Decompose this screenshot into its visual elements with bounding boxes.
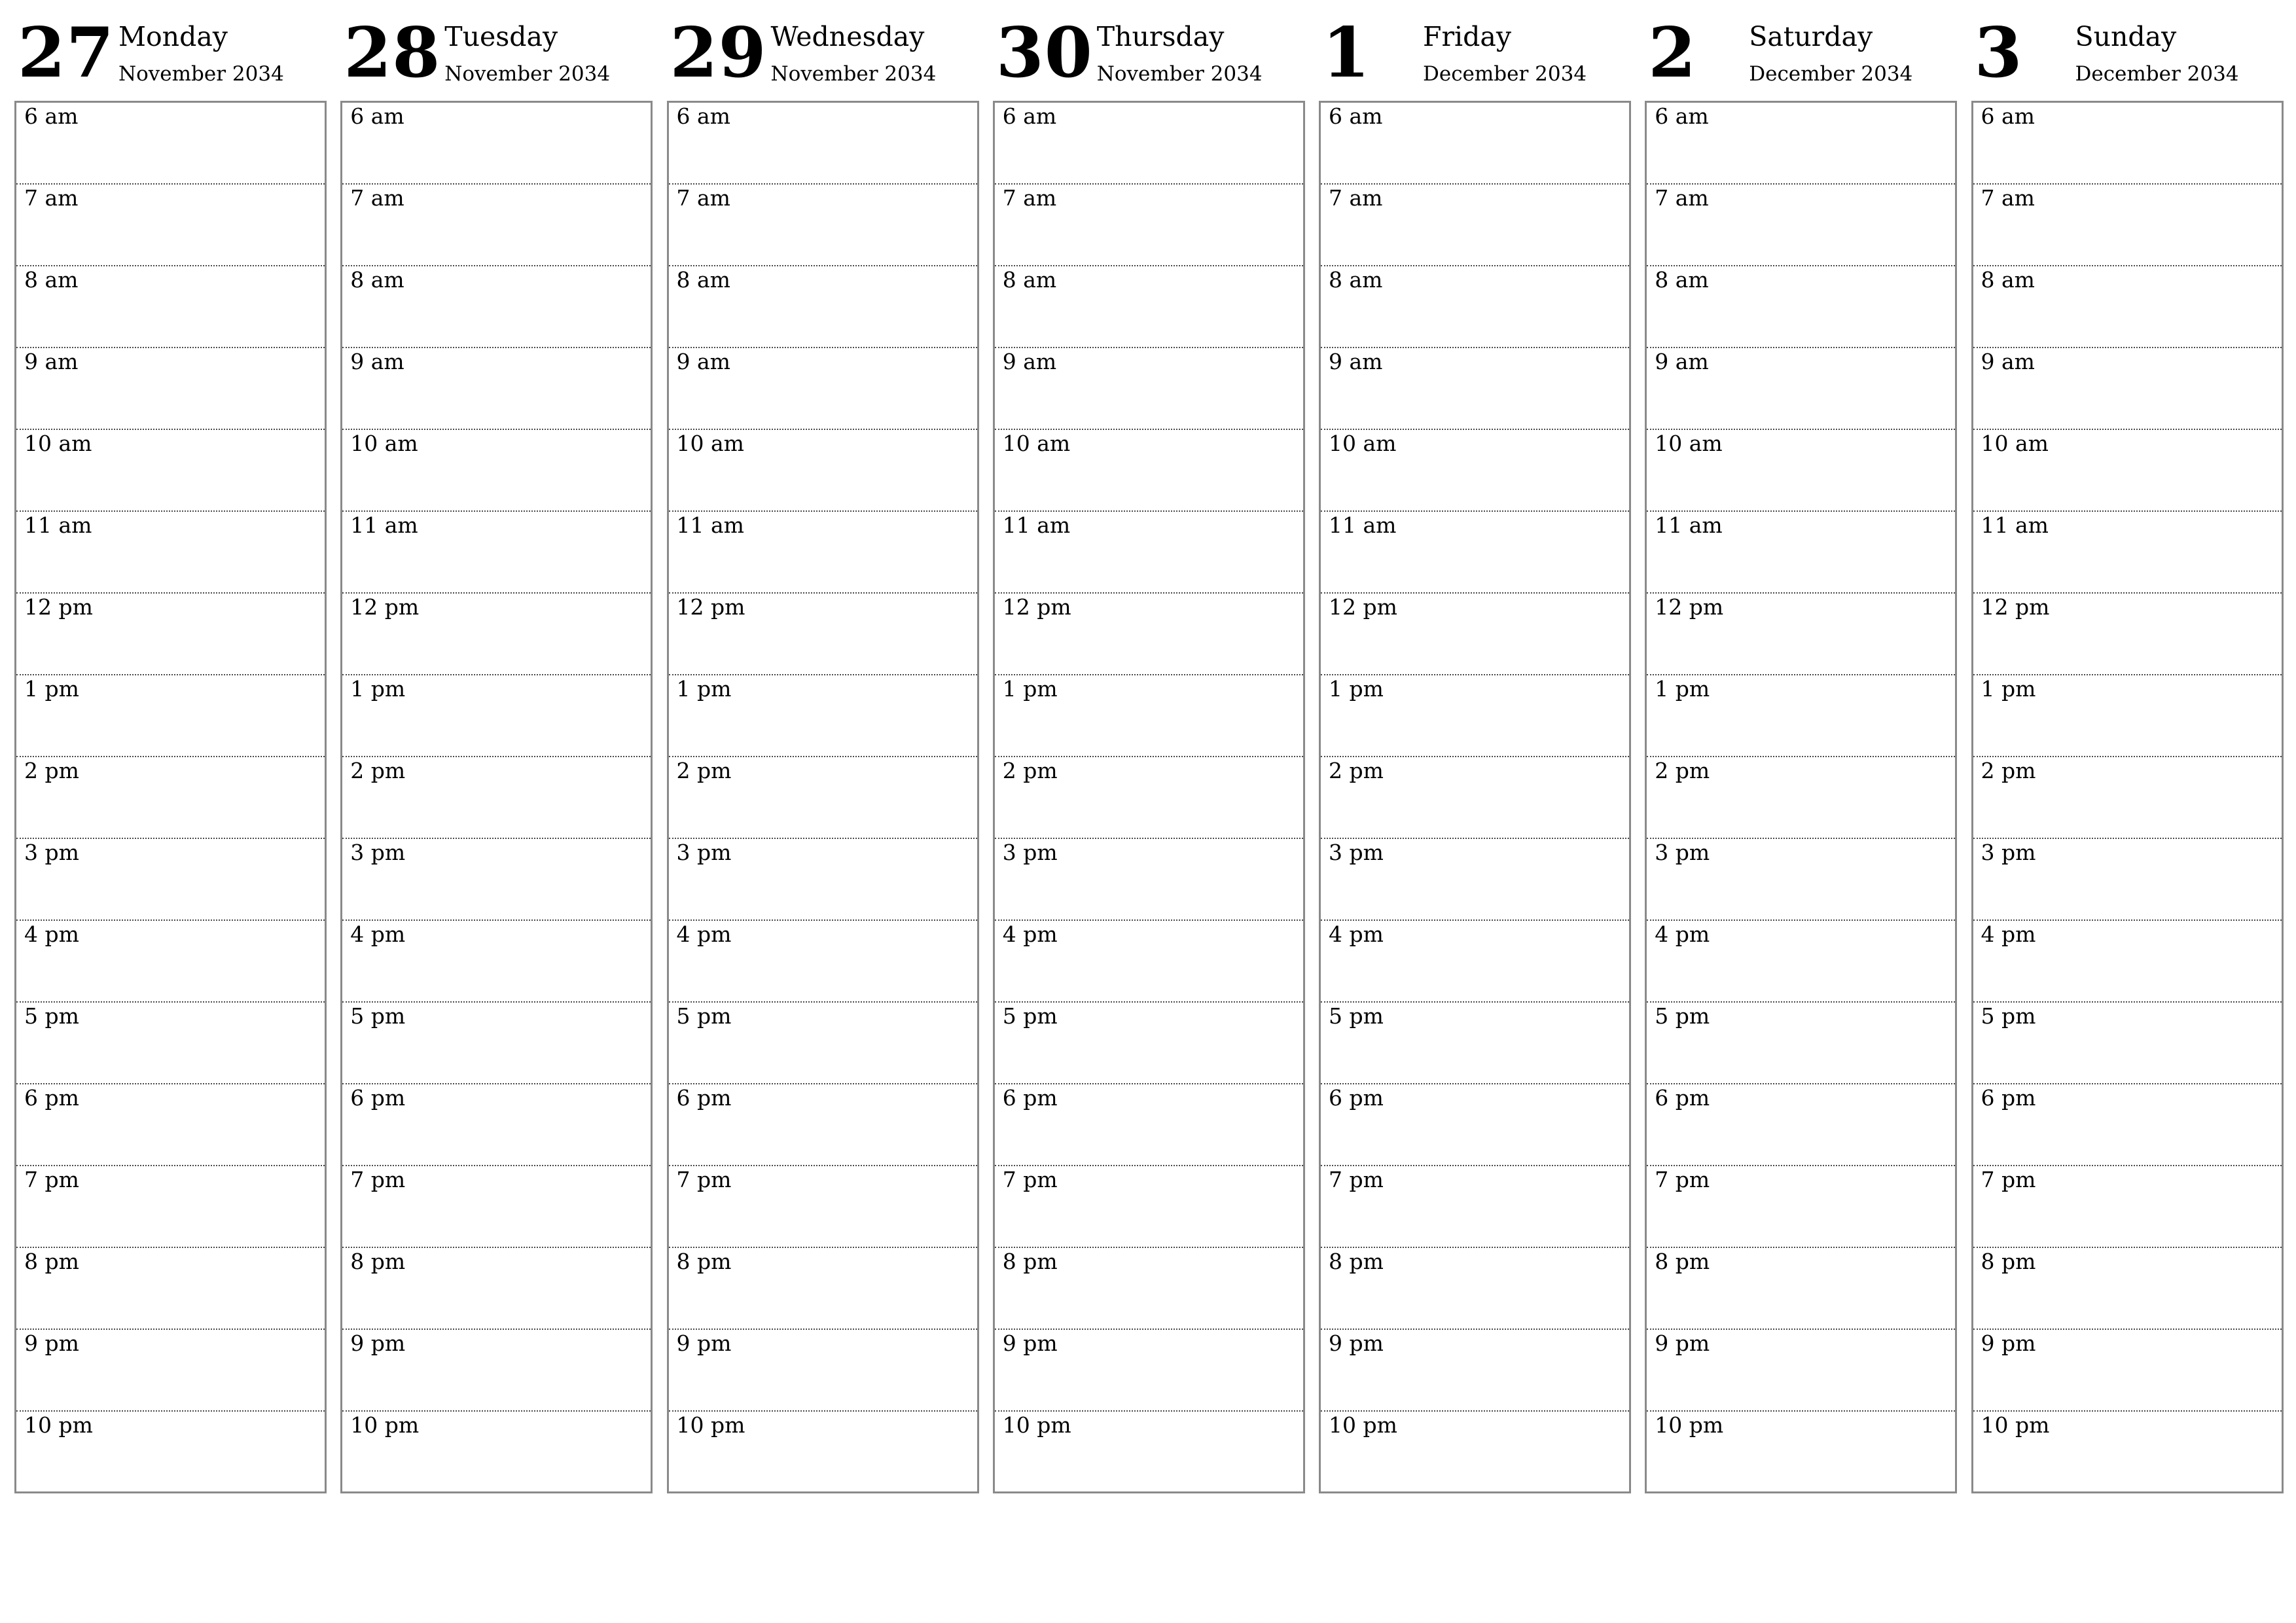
hour-label: 4 pm (24, 921, 79, 947)
hour-label: 11 am (1655, 512, 1723, 538)
hour-slot[interactable] (1321, 348, 1629, 430)
hour-label: 6 am (1981, 103, 2035, 129)
hour-label: 7 am (1002, 185, 1057, 211)
day-header (340, 0, 653, 98)
hour-slot[interactable] (669, 512, 977, 594)
day-header (1319, 0, 1631, 98)
hour-label: 9 am (676, 349, 730, 374)
hour-label: 3 pm (1655, 840, 1710, 865)
hour-label: 10 pm (1655, 1412, 1724, 1438)
day-schedule-box (1645, 101, 1957, 1493)
day-schedule-box (14, 101, 327, 1493)
day-column (1319, 0, 1631, 1495)
hour-label: 5 pm (350, 1003, 406, 1029)
hour-slot[interactable] (16, 675, 325, 757)
hour-slot[interactable] (1321, 266, 1629, 348)
day-header (993, 0, 1305, 98)
day-number: 2 (1648, 12, 1697, 93)
day-number: 29 (670, 12, 767, 93)
hour-slot[interactable] (1321, 1084, 1629, 1166)
hour-slot[interactable] (669, 348, 977, 430)
hour-slot[interactable] (1647, 594, 1955, 675)
day-column (340, 0, 653, 1495)
hour-slot[interactable] (342, 757, 651, 839)
hour-slot[interactable] (669, 1412, 977, 1493)
hour-slot[interactable] (995, 103, 1303, 185)
hour-slot[interactable] (342, 1084, 651, 1166)
hour-slot[interactable] (1321, 839, 1629, 921)
hour-slot[interactable] (1321, 430, 1629, 512)
hour-label: 7 am (1329, 185, 1383, 211)
hour-label: 11 am (676, 512, 744, 538)
hour-slot[interactable] (1647, 266, 1955, 348)
hour-slot[interactable] (669, 1248, 977, 1330)
hour-label: 12 pm (676, 594, 745, 620)
hour-label: 6 pm (676, 1085, 732, 1111)
hour-slot[interactable] (16, 594, 325, 675)
hour-label: 10 am (350, 431, 418, 456)
hour-label: 9 am (1329, 349, 1383, 374)
hour-slot[interactable] (1973, 512, 2282, 594)
hour-slot[interactable] (1321, 185, 1629, 266)
hour-slot[interactable] (342, 1330, 651, 1412)
hour-slot[interactable] (995, 675, 1303, 757)
hour-slot[interactable] (16, 512, 325, 594)
hour-label: 12 pm (1655, 594, 1724, 620)
hour-label: 8 pm (24, 1249, 79, 1274)
day-column (1971, 0, 2284, 1495)
hour-slot[interactable] (1321, 1003, 1629, 1084)
day-number: 30 (996, 12, 1093, 93)
hour-label: 4 pm (1655, 921, 1710, 947)
hour-label: 3 pm (1981, 840, 2036, 865)
hour-label: 5 pm (1655, 1003, 1710, 1029)
hour-slot[interactable] (995, 1248, 1303, 1330)
hour-label: 6 pm (24, 1085, 79, 1111)
hour-label: 7 pm (350, 1167, 406, 1192)
hour-label: 11 am (1002, 512, 1071, 538)
hour-slot[interactable] (1647, 675, 1955, 757)
hour-slot[interactable] (669, 185, 977, 266)
hour-label: 10 am (1329, 431, 1397, 456)
hour-slot[interactable] (342, 594, 651, 675)
hour-label: 8 am (1655, 267, 1709, 293)
month-year: November 2034 (118, 62, 284, 86)
day-header (667, 0, 979, 98)
hour-label: 7 pm (1002, 1167, 1058, 1192)
hour-slot[interactable] (1973, 594, 2282, 675)
hour-slot[interactable] (16, 1330, 325, 1412)
hour-slot[interactable] (669, 1084, 977, 1166)
hour-slot[interactable] (1973, 1003, 2282, 1084)
hour-slot[interactable] (342, 921, 651, 1003)
hour-slot[interactable] (342, 1248, 651, 1330)
hour-slot[interactable] (1973, 675, 2282, 757)
day-schedule-box (993, 101, 1305, 1493)
weekday-name: Sunday (2075, 21, 2177, 52)
hour-label: 7 pm (676, 1167, 732, 1192)
hour-label: 9 pm (24, 1330, 79, 1356)
month-year: November 2034 (1096, 62, 1263, 86)
hour-slot[interactable] (1321, 1248, 1629, 1330)
hour-label: 2 pm (676, 758, 732, 783)
hour-slot[interactable] (1321, 1412, 1629, 1493)
hour-slot[interactable] (995, 266, 1303, 348)
hour-slot[interactable] (16, 348, 325, 430)
hour-label: 9 pm (1329, 1330, 1384, 1356)
hour-slot[interactable] (1973, 757, 2282, 839)
hour-slot[interactable] (1647, 1166, 1955, 1248)
hour-slot[interactable] (995, 921, 1303, 1003)
hour-slot[interactable] (342, 512, 651, 594)
hour-label: 4 pm (1329, 921, 1384, 947)
hour-slot[interactable] (16, 921, 325, 1003)
hour-label: 6 am (24, 103, 79, 129)
hour-label: 10 pm (1329, 1412, 1397, 1438)
hour-label: 11 am (350, 512, 418, 538)
hour-slot[interactable] (16, 185, 325, 266)
hour-slot[interactable] (1647, 1248, 1955, 1330)
hour-label: 6 pm (1002, 1085, 1058, 1111)
day-column (1645, 0, 1957, 1495)
hour-slot[interactable] (16, 430, 325, 512)
hour-label: 10 pm (1002, 1412, 1071, 1438)
hour-label: 10 pm (350, 1412, 420, 1438)
hour-label: 6 am (1002, 103, 1057, 129)
hour-slot[interactable] (1647, 1003, 1955, 1084)
hour-slot[interactable] (669, 839, 977, 921)
hour-label: 5 pm (1329, 1003, 1384, 1029)
hour-label: 8 am (1002, 267, 1057, 293)
hour-label: 8 pm (350, 1249, 406, 1274)
hour-slot[interactable] (1321, 675, 1629, 757)
day-schedule-box (340, 101, 653, 1493)
hour-label: 6 am (1655, 103, 1709, 129)
hour-label: 3 pm (1002, 840, 1058, 865)
hour-slot[interactable] (16, 839, 325, 921)
hour-slot[interactable] (1321, 512, 1629, 594)
hour-slot[interactable] (16, 1248, 325, 1330)
hour-slot[interactable] (1973, 921, 2282, 1003)
hour-label: 3 pm (24, 840, 79, 865)
hour-slot[interactable] (995, 1003, 1303, 1084)
hour-label: 2 pm (24, 758, 79, 783)
weekday-name: Wednesday (770, 21, 925, 52)
hour-label: 8 am (1981, 267, 2035, 293)
day-column (667, 0, 979, 1495)
hour-label: 8 pm (1002, 1249, 1058, 1274)
hour-label: 2 pm (1329, 758, 1384, 783)
month-year: December 2034 (1423, 62, 1587, 86)
hour-slot[interactable] (669, 1330, 977, 1412)
hour-label: 8 pm (1981, 1249, 2036, 1274)
hour-label: 9 pm (1655, 1330, 1710, 1356)
hour-label: 7 pm (1655, 1167, 1710, 1192)
hour-slot[interactable] (342, 1166, 651, 1248)
hour-slot[interactable] (1647, 1330, 1955, 1412)
hour-label: 1 pm (24, 676, 79, 702)
hour-slot[interactable] (342, 1412, 651, 1493)
hour-label: 7 am (1981, 185, 2035, 211)
day-number: 3 (1974, 12, 2023, 93)
hour-slot[interactable] (669, 757, 977, 839)
hour-slot[interactable] (1973, 185, 2282, 266)
hour-label: 2 pm (1002, 758, 1058, 783)
hour-slot[interactable] (1321, 757, 1629, 839)
hour-slot[interactable] (995, 1412, 1303, 1493)
month-year: November 2034 (444, 62, 611, 86)
hour-label: 2 pm (1655, 758, 1710, 783)
hour-label: 10 pm (1981, 1412, 2050, 1438)
hour-label: 9 am (350, 349, 404, 374)
hour-label: 11 am (1981, 512, 2049, 538)
hour-label: 9 pm (1002, 1330, 1058, 1356)
hour-slot[interactable] (1647, 512, 1955, 594)
hour-label: 12 pm (1981, 594, 2050, 620)
hour-label: 5 pm (24, 1003, 79, 1029)
day-header (14, 0, 327, 98)
day-header (1971, 0, 2284, 98)
hour-label: 10 am (24, 431, 92, 456)
hour-label: 9 pm (350, 1330, 406, 1356)
hour-label: 6 am (350, 103, 404, 129)
hour-label: 7 pm (24, 1167, 79, 1192)
hour-label: 10 am (1655, 431, 1723, 456)
hour-slot[interactable] (1973, 103, 2282, 185)
hour-slot[interactable] (342, 1003, 651, 1084)
hour-label: 9 am (1655, 349, 1709, 374)
hour-label: 7 am (350, 185, 404, 211)
hour-slot[interactable] (1973, 266, 2282, 348)
hour-slot[interactable] (1647, 839, 1955, 921)
hour-slot[interactable] (342, 266, 651, 348)
hour-slot[interactable] (342, 430, 651, 512)
hour-slot[interactable] (342, 103, 651, 185)
hour-label: 9 pm (1981, 1330, 2036, 1356)
hour-label: 6 am (1329, 103, 1383, 129)
hour-label: 7 pm (1329, 1167, 1384, 1192)
hour-slot[interactable] (1973, 1248, 2282, 1330)
hour-label: 10 pm (676, 1412, 745, 1438)
hour-slot[interactable] (669, 921, 977, 1003)
hour-slot[interactable] (16, 266, 325, 348)
hour-label: 4 pm (1981, 921, 2036, 947)
weekday-name: Monday (118, 21, 228, 52)
hour-label: 3 pm (1329, 840, 1384, 865)
hour-slot[interactable] (1321, 1166, 1629, 1248)
hour-label: 8 am (24, 267, 79, 293)
hour-slot[interactable] (995, 1330, 1303, 1412)
hour-label: 1 pm (1329, 676, 1384, 702)
hour-slot[interactable] (995, 1084, 1303, 1166)
hour-slot[interactable] (1973, 430, 2282, 512)
hour-slot[interactable] (1973, 839, 2282, 921)
hour-label: 1 pm (1981, 676, 2036, 702)
hour-slot[interactable] (1647, 757, 1955, 839)
hour-label: 5 pm (1981, 1003, 2036, 1029)
hour-label: 7 am (676, 185, 730, 211)
hour-slot[interactable] (342, 839, 651, 921)
hour-label: 10 am (1002, 431, 1071, 456)
hour-slot[interactable] (1647, 348, 1955, 430)
hour-label: 8 am (1329, 267, 1383, 293)
weekday-name: Friday (1423, 21, 1512, 52)
hour-slot[interactable] (669, 1003, 977, 1084)
hour-slot[interactable] (995, 839, 1303, 921)
hour-slot[interactable] (1973, 1412, 2282, 1493)
hour-slot[interactable] (16, 1003, 325, 1084)
month-year: November 2034 (770, 62, 937, 86)
hour-label: 2 pm (350, 758, 406, 783)
hour-slot[interactable] (1973, 348, 2282, 430)
hour-label: 4 pm (676, 921, 732, 947)
hour-label: 10 am (676, 431, 744, 456)
hour-label: 3 pm (350, 840, 406, 865)
hour-label: 8 pm (1329, 1249, 1384, 1274)
hour-slot[interactable] (1647, 921, 1955, 1003)
hour-slot[interactable] (1973, 1330, 2282, 1412)
hour-label: 12 pm (24, 594, 93, 620)
hour-label: 6 pm (350, 1085, 406, 1111)
weekday-name: Tuesday (444, 21, 558, 52)
hour-label: 8 am (350, 267, 404, 293)
hour-slot[interactable] (669, 430, 977, 512)
hour-label: 9 am (1981, 349, 2035, 374)
hour-slot[interactable] (995, 512, 1303, 594)
hour-label: 4 pm (1002, 921, 1058, 947)
hour-label: 5 pm (1002, 1003, 1058, 1029)
hour-label: 10 pm (24, 1412, 93, 1438)
hour-slot[interactable] (669, 594, 977, 675)
hour-slot[interactable] (16, 1412, 325, 1493)
hour-label: 7 am (1655, 185, 1709, 211)
hour-slot[interactable] (342, 675, 651, 757)
hour-label: 7 am (24, 185, 79, 211)
hour-label: 1 pm (1655, 676, 1710, 702)
hour-slot[interactable] (995, 757, 1303, 839)
hour-label: 12 pm (1329, 594, 1397, 620)
day-column (14, 0, 327, 1495)
day-schedule-box (667, 101, 979, 1493)
hour-slot[interactable] (1647, 1084, 1955, 1166)
hour-slot[interactable] (342, 185, 651, 266)
hour-label: 8 am (676, 267, 730, 293)
hour-slot[interactable] (16, 757, 325, 839)
hour-label: 2 pm (1981, 758, 2036, 783)
weekday-name: Saturday (1749, 21, 1873, 52)
day-column (993, 0, 1305, 1495)
hour-label: 9 am (1002, 349, 1057, 374)
hour-label: 6 pm (1981, 1085, 2036, 1111)
hour-slot[interactable] (669, 266, 977, 348)
hour-slot[interactable] (1321, 103, 1629, 185)
hour-label: 12 pm (350, 594, 420, 620)
hour-slot[interactable] (1647, 1412, 1955, 1493)
day-schedule-box (1971, 101, 2284, 1493)
hour-label: 3 pm (676, 840, 732, 865)
month-year: December 2034 (1749, 62, 1913, 86)
hour-label: 11 am (1329, 512, 1397, 538)
hour-label: 9 am (24, 349, 79, 374)
hour-slot[interactable] (1321, 1330, 1629, 1412)
hour-label: 1 pm (1002, 676, 1058, 702)
day-schedule-box (1319, 101, 1631, 1493)
hour-slot[interactable] (1647, 185, 1955, 266)
hour-label: 12 pm (1002, 594, 1071, 620)
day-number: 27 (18, 12, 115, 93)
hour-label: 8 pm (676, 1249, 732, 1274)
hour-slot[interactable] (995, 348, 1303, 430)
hour-slot[interactable] (669, 675, 977, 757)
hour-slot[interactable] (669, 1166, 977, 1248)
hour-slot[interactable] (995, 594, 1303, 675)
hour-label: 4 pm (350, 921, 406, 947)
hour-label: 6 pm (1655, 1085, 1710, 1111)
hour-slot[interactable] (1321, 921, 1629, 1003)
hour-slot[interactable] (995, 430, 1303, 512)
hour-label: 9 pm (676, 1330, 732, 1356)
hour-slot[interactable] (1647, 430, 1955, 512)
day-header (1645, 0, 1957, 98)
weekday-name: Thursday (1096, 21, 1225, 52)
hour-slot[interactable] (342, 348, 651, 430)
hour-slot[interactable] (1973, 1166, 2282, 1248)
hour-slot[interactable] (669, 103, 977, 185)
hour-label: 5 pm (676, 1003, 732, 1029)
hour-label: 6 pm (1329, 1085, 1384, 1111)
hour-label: 1 pm (350, 676, 406, 702)
day-number: 1 (1322, 12, 1371, 93)
hour-slot[interactable] (1647, 103, 1955, 185)
day-number: 28 (344, 12, 441, 93)
hour-slot[interactable] (1973, 1084, 2282, 1166)
month-year: December 2034 (2075, 62, 2239, 86)
hour-label: 11 am (24, 512, 92, 538)
hour-slot[interactable] (995, 185, 1303, 266)
hour-slot[interactable] (1321, 594, 1629, 675)
hour-label: 7 pm (1981, 1167, 2036, 1192)
hour-label: 1 pm (676, 676, 732, 702)
hour-slot[interactable] (16, 103, 325, 185)
hour-slot[interactable] (995, 1166, 1303, 1248)
hour-label: 10 am (1981, 431, 2049, 456)
hour-slot[interactable] (16, 1166, 325, 1248)
hour-label: 8 pm (1655, 1249, 1710, 1274)
hour-slot[interactable] (16, 1084, 325, 1166)
hour-label: 6 am (676, 103, 730, 129)
